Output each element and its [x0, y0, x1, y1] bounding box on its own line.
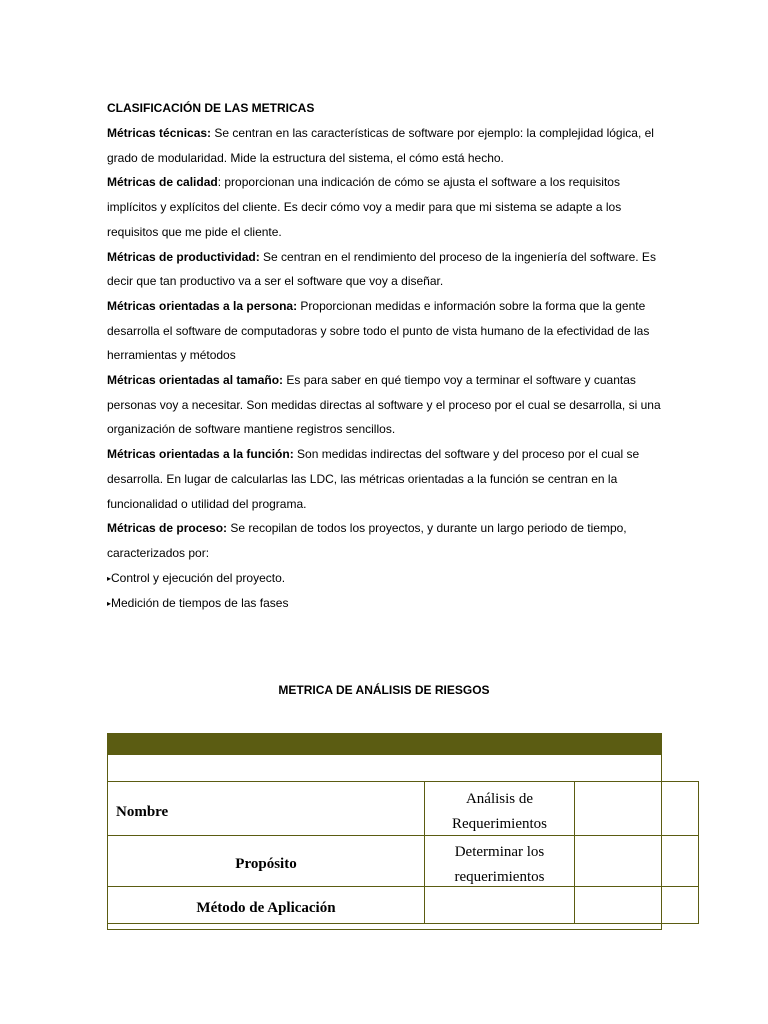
- paragraph-metricas-persona: [107, 294, 667, 368]
- column-divider: [574, 781, 575, 924]
- paragraph-term: Métricas de calidad: [107, 175, 218, 190]
- table-cell-value-proposito: Determinar los requerimientos: [454, 844, 545, 885]
- paragraph-term: Métricas técnicas:: [107, 126, 212, 140]
- table-header-band: [107, 733, 662, 755]
- paragraph-metricas-tecnicas: [107, 121, 667, 170]
- list-item-text: Control y ejecución del proyecto.: [111, 570, 286, 585]
- section-heading: CLASIFICACIÓN DE LAS METRICAS: [107, 101, 315, 115]
- paragraph-term: Métricas de proceso:: [107, 521, 228, 536]
- paragraph-term: Métricas orientadas al tamaño:: [107, 373, 284, 388]
- paragraph-term: Métricas de productividad:: [107, 249, 260, 264]
- paragraph-metricas-productividad: [107, 245, 667, 294]
- column-divider: [661, 781, 662, 924]
- list-item-text: Medición de tiempos de las fases: [111, 596, 289, 611]
- list-item: [107, 566, 667, 592]
- paragraph-text: Se recopilan de todos los proyectos, y durante un largo periodo de tiempo, caracterizados por:: [107, 521, 627, 560]
- paragraph-metricas-funcion: [107, 442, 667, 516]
- paragraph-text: : proporcionan una indicación de cómo se ajusta el software a los requisitos implícitos y explícitos del cliente. Es decir cómo voy a medir para que mi sistema se adapte a los requisitos que me pide el cliente.: [107, 175, 622, 239]
- row-divider: [107, 886, 699, 887]
- row-divider: [107, 781, 699, 782]
- table-cell-label-nombre: Nombre: [116, 804, 169, 820]
- paragraph-text: Es para saber en qué tiempo voy a terminar el software y cuantas personas voy a necesitar. Son medidas directas al software y el proceso por el cual se desarrolla, si una organización de software mantiene registros sencillos.: [107, 373, 661, 437]
- row-divider: [107, 923, 699, 924]
- paragraph-metricas-proceso: [107, 516, 667, 565]
- table-title: METRICA DE ANÁLISIS DE RIESGOS: [278, 683, 490, 697]
- bullet-marker-icon: ▸: [107, 573, 112, 583]
- row-divider: [107, 835, 699, 836]
- table-cell-label-proposito: Propósito: [235, 856, 297, 872]
- paragraph-text: Se centran en las características de software por ejemplo: la complejidad lógica, el grado de modularidad. Mide la estructura del sistema, el cómo está hecho.: [107, 126, 654, 165]
- table-cell-label-metodo: Método de Aplicación: [196, 900, 336, 916]
- body-text: [107, 121, 667, 617]
- column-divider: [698, 781, 699, 924]
- paragraph-text: Son medidas indirectas del software y del proceso por el cual se desarrolla. En lugar de calcularlas las LDC, las métricas orientadas a la función se centran en la funcionalidad o utilidad del programa.: [107, 447, 640, 511]
- bullet-marker-icon: ▸: [107, 599, 112, 609]
- paragraph-term: Métricas orientadas a la persona:: [107, 298, 298, 313]
- paragraph-term: Métricas orientadas a la función:: [107, 447, 294, 462]
- paragraph-metricas-tamano: [107, 368, 667, 442]
- paragraph-metricas-calidad: [107, 170, 667, 244]
- table-cell-value-nombre: Análisis de Requerimientos: [452, 791, 547, 832]
- list-item: [107, 591, 667, 617]
- paragraph-text: Se centran en el rendimiento del proceso de la ingeniería del software. Es decir que tan productivo va a ser el software que voy a diseñar.: [107, 249, 656, 289]
- paragraph-text: Proporcionan medidas e información sobre la forma que la gente desarrolla el software de computadoras y sobre todo el punto de vista humano de la efectividad de las herramientas y métodos: [107, 298, 650, 363]
